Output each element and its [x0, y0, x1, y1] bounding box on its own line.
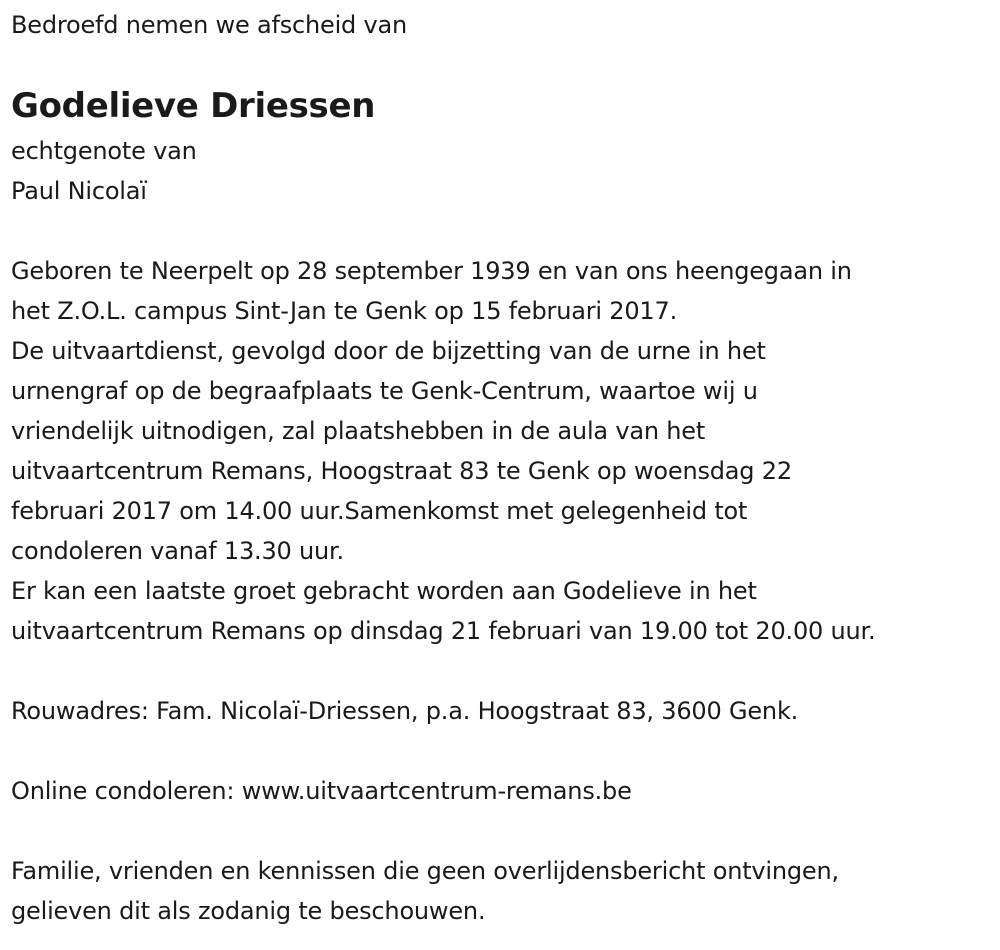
- spouse-name: Paul Nicolaï: [11, 177, 147, 205]
- body-line: uitvaartcentrum Remans, Hoogstraat 83 te Genk op woensdag 22: [11, 457, 792, 485]
- deceased-name: Godelieve Driessen: [11, 86, 376, 126]
- body-line: urnengraf op de begraafplaats te Genk-Centrum, waartoe wij u: [11, 377, 758, 405]
- closing-paragraph: [11, 851, 996, 931]
- body-line: Er kan een laatste groet gebracht worden aan Godelieve in het: [11, 577, 757, 605]
- body-line: vriendelijk uitnodigen, zal plaatshebben in de aula van het: [11, 417, 706, 445]
- body-line: condoleren vanaf 13.30 uur.: [11, 537, 344, 565]
- body-line: het Z.O.L. campus Sint-Jan te Genk op 15 februari 2017.: [11, 297, 677, 325]
- spacer: [11, 811, 996, 851]
- relation-text: echtgenote van: [11, 137, 197, 165]
- obituary-notice: [11, 0, 996, 931]
- body-line: februari 2017 om 14.00 uur.Samenkomst met gelegenheid tot: [11, 497, 748, 525]
- body-paragraph: [11, 251, 996, 651]
- mourning-address: Rouwadres: Fam. Nicolaï-Driessen, p.a. Hoogstraat 83, 3600 Genk.: [11, 697, 799, 725]
- spacer: [11, 211, 996, 251]
- body-line: Geboren te Neerpelt op 28 september 1939 en van ons heengegaan in: [11, 257, 852, 285]
- body-line: uitvaartcentrum Remans op dinsdag 21 februari van 19.00 tot 20.00 uur.: [11, 617, 876, 645]
- online-condolence: Online condoleren: www.uitvaartcentrum-remans.be: [11, 777, 632, 805]
- intro-text: Bedroefd nemen we afscheid van: [11, 11, 408, 39]
- spacer: [11, 731, 996, 771]
- body-line: De uitvaartdienst, gevolgd door de bijzetting van de urne in het: [11, 337, 766, 365]
- spacer: [11, 651, 996, 691]
- closing-line: Familie, vrienden en kennissen die geen overlijdensbericht ontvingen,: [11, 857, 839, 885]
- closing-line: gelieven dit als zodanig te beschouwen.: [11, 897, 486, 925]
